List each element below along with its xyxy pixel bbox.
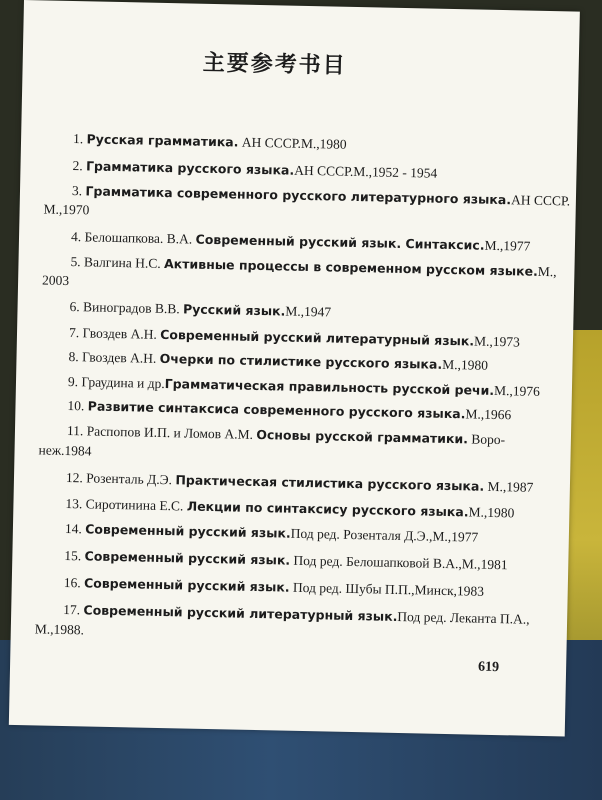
reference-entry: 12. Розенталь Д.Э. Практическая стилистика русского языка. М.,1987 [65, 469, 534, 495]
reference-entry: 6. Виноградов В.В. Русский язык.М.,1947 [69, 299, 332, 320]
reference-entry: 15. Современный русский язык. Под ред. Белошапковой В.А.,М.,1981 [64, 547, 508, 573]
reference-entry: 11. Распопов И.П. и Ломов А.М. Основы русской грамматики. Воро- [66, 422, 506, 448]
reference-continuation: неж.1984 [38, 442, 92, 459]
reference-entry: 3. Грамматика современного русского литературного языка.АН СССР. [71, 183, 571, 209]
page-number: 619 [477, 659, 500, 676]
reference-entry: 4. Белошапкова. В.А. Современный русский язык. Синтаксис.М.,1977 [70, 229, 531, 254]
reference-entry: 14. Современный русский язык.Под ред. Розенталя Д.Э.,М.,1977 [64, 520, 479, 545]
reference-entry: 16. Современный русский язык. Под ред. Шубы П.П.,Минск,1983 [63, 574, 485, 599]
reference-continuation: 2003 [41, 272, 70, 289]
reference-entry: 5. Валгина Н.С. Активные процессы в современном русском языке.М., [70, 254, 557, 280]
reference-entry: 10. Развитие синтаксиса современного русского языка.М.,1966 [67, 398, 512, 423]
reference-entry: 9. Граудина и др.Грамматическая правильность русской речи.М.,1976 [67, 374, 541, 399]
page-title: 主要参考书目 [202, 50, 347, 79]
reference-continuation: М.,1988. [34, 621, 85, 638]
reference-entry: 13. Сиротинина Е.С. Лекции по синтаксису русского языка.М.,1980 [65, 495, 515, 521]
reference-entry: 17. Современный русский литературный язык.Под ред. Леканта П.А., [63, 601, 530, 627]
reference-entry: 8. Гвоздев А.Н. Очерки по стилистике русского языка.М.,1980 [68, 349, 489, 373]
reference-continuation: М.,1970 [43, 201, 90, 218]
reference-entry: 7. Гвоздев А.Н. Современный русский литературный язык.М.,1973 [68, 325, 521, 350]
reference-entry: 1. Русская грамматика. АН СССР.М.,1980 [72, 131, 347, 152]
book-page [9, 0, 580, 736]
reference-entry: 2. Грамматика русского языка.АН СССР.М.,1952 - 1954 [72, 158, 438, 181]
